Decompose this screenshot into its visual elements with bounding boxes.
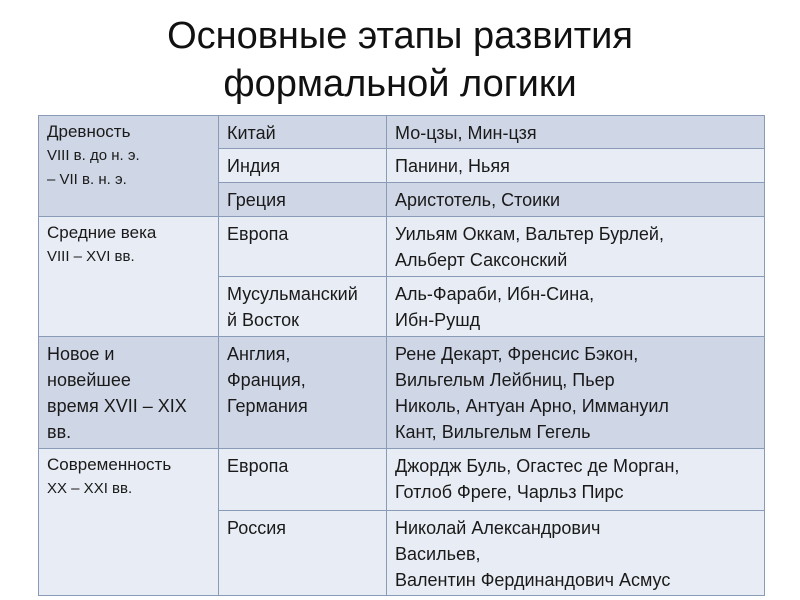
- people-line: Рене Декарт, Френсис Бэкон,: [395, 344, 639, 364]
- era-name: Новое и: [47, 344, 115, 364]
- people-cell: [387, 277, 765, 337]
- people-line: Ибн-Рушд: [395, 310, 481, 330]
- era-cell-contemporary: [39, 449, 219, 596]
- people-line: Вильгельм Лейбниц, Пьер: [395, 370, 615, 390]
- table-row: [39, 217, 765, 277]
- era-name: Древность: [47, 122, 131, 141]
- people-cell: [387, 449, 765, 511]
- people-line: Аль-Фараби, Ибн-Сина,: [395, 284, 595, 304]
- table-row: [39, 116, 765, 149]
- region-cell: [219, 217, 387, 277]
- era-dates: VIII в. до н. э.: [47, 147, 140, 164]
- people-line: Уильям Оккам, Вальтер Бурлей,: [395, 224, 664, 244]
- era-dates: XX – XXI вв.: [47, 480, 133, 497]
- region-label: Греция: [227, 190, 286, 210]
- people-line: Аристотель, Стоики: [395, 190, 561, 210]
- region-cell: [219, 511, 387, 596]
- era-name: новейшее: [47, 370, 131, 390]
- table-row: [39, 337, 765, 449]
- region-label: Германия: [227, 396, 308, 416]
- region-cell: [219, 449, 387, 511]
- era-cell-middle-ages: [39, 217, 219, 337]
- region-cell: [219, 149, 387, 183]
- people-line: Васильев,: [395, 544, 481, 564]
- region-label: Мусульманский: [227, 284, 358, 304]
- people-cell: [387, 116, 765, 149]
- people-cell: [387, 217, 765, 277]
- people-line: Кант, Вильгельм Гегель: [395, 422, 591, 442]
- people-line: Мо-цзы, Мин-цзя: [395, 123, 537, 143]
- era-cell-ancient: [39, 116, 219, 217]
- era-name: вв.: [47, 422, 72, 442]
- page-title: [0, 12, 800, 108]
- region-label: й Восток: [227, 310, 299, 330]
- region-label: Индия: [227, 156, 281, 176]
- people-cell: [387, 149, 765, 183]
- region-label: Франция,: [227, 370, 306, 390]
- people-cell: [387, 183, 765, 217]
- era-name: время XVII – XIX: [47, 396, 187, 416]
- people-line: Готлоб Фреге, Чарльз Пирс: [395, 482, 624, 502]
- era-name: Средние века: [47, 223, 157, 242]
- table-row: [39, 449, 765, 511]
- logic-history-table: [38, 115, 765, 596]
- era-name: Современность: [47, 455, 172, 474]
- region-label: Англия,: [227, 344, 291, 364]
- region-label: Китай: [227, 123, 276, 143]
- people-line: Николай Александрович: [395, 518, 601, 538]
- region-label: Европа: [227, 456, 289, 476]
- people-line: Джордж Буль, Огастес де Морган,: [395, 456, 680, 476]
- region-cell: [219, 277, 387, 337]
- era-dates: – VII в. н. э.: [47, 171, 127, 188]
- era-cell-modern: [39, 337, 219, 449]
- era-dates: VIII – XVI вв.: [47, 248, 135, 265]
- people-line: Альберт Саксонский: [395, 250, 568, 270]
- people-line: Николь, Антуан Арно, Иммануил: [395, 396, 669, 416]
- people-line: Панини, Ньяя: [395, 156, 510, 176]
- region-cell: [219, 183, 387, 217]
- people-cell: [387, 337, 765, 449]
- people-line: Валентин Фердинандович Асмус: [395, 570, 671, 590]
- people-cell: [387, 511, 765, 596]
- region-label: Россия: [227, 518, 287, 538]
- title-line-1: Основные этапы развития: [167, 15, 633, 57]
- title-line-2: формальной логики: [223, 63, 577, 105]
- region-cell: [219, 116, 387, 149]
- region-cell: [219, 337, 387, 449]
- region-label: Европа: [227, 224, 289, 244]
